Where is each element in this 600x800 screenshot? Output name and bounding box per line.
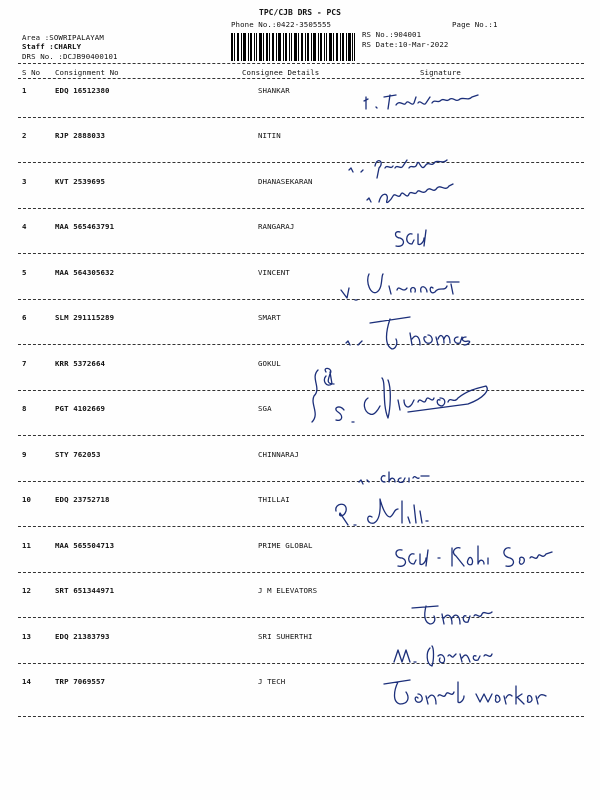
signature-6: [340, 315, 500, 355]
row-sno: 8: [22, 404, 27, 413]
row-consignment: KRR 5372664: [55, 359, 106, 368]
row-sno: 4: [22, 222, 27, 231]
row-divider: [18, 481, 584, 482]
row-consignment: EDQ 23752718: [55, 495, 110, 504]
row-sno: 10: [22, 495, 32, 504]
signature-10: [330, 495, 470, 535]
signature-1: [360, 85, 500, 120]
signature-12: [408, 600, 498, 630]
row-sno: 13: [22, 632, 32, 641]
row-consignment: RJP 2888033: [55, 131, 106, 140]
row-consignment: SRT 651344971: [55, 586, 115, 595]
signature-3: [365, 178, 485, 208]
row-sno: 12: [22, 586, 32, 595]
row-sno: 7: [22, 359, 27, 368]
row-consignee: SRI SUHERTHI: [258, 632, 313, 641]
row-consignee: SGA: [258, 404, 272, 413]
row-sno: 5: [22, 268, 27, 277]
row-consignment: STY 762053: [55, 450, 101, 459]
row-sno: 6: [22, 313, 27, 322]
row-consignee: PRIME GLOBAL: [258, 541, 313, 550]
divider: [18, 63, 584, 64]
column-consignee: Consignee Details: [242, 68, 320, 77]
row-consignee: J M ELEVATORS: [258, 586, 318, 595]
row-consignment: MAA 565504713: [55, 541, 115, 550]
row-consignment: MAA 564305632: [55, 268, 115, 277]
column-consignment: Consignment No: [55, 68, 119, 77]
row-consignment: PGT 4102669: [55, 404, 106, 413]
row-sno: 14: [22, 677, 32, 686]
row-consignment: EDQ 21383793: [55, 632, 110, 641]
row-consignment: KVT 2539695: [55, 177, 106, 186]
signature-5: [335, 268, 485, 308]
signature-11: [390, 538, 560, 573]
row-divider: [18, 435, 584, 436]
row-divider: [18, 390, 584, 391]
row-consignee: NITIN: [258, 131, 281, 140]
row-sno: 11: [22, 541, 32, 550]
signature-13: [390, 638, 500, 670]
row-consignment: EDQ 16512380: [55, 86, 110, 95]
row-consignee: GOKUL: [258, 359, 281, 368]
row-divider: [18, 617, 584, 618]
document-title: TPC/CJB DRS - PCS: [259, 8, 341, 17]
row-consignee: J TECH: [258, 677, 286, 686]
page-number: Page No.:1: [452, 20, 498, 29]
signature-7-8: [308, 360, 498, 435]
signature-9: [355, 466, 445, 488]
row-consignee: SHANKAR: [258, 86, 290, 95]
drs-number: DRS No. :DCJB90400101: [22, 52, 118, 61]
row-divider: [18, 526, 584, 527]
rs-date: RS Date:10-Mar-2022: [362, 40, 449, 49]
row-sno: 9: [22, 450, 27, 459]
row-divider: [18, 162, 584, 163]
row-divider: [18, 716, 584, 717]
row-consignee: VINCENT: [258, 268, 290, 277]
row-consignee: SMART: [258, 313, 281, 322]
divider: [18, 78, 584, 79]
rs-number: RS No.:904001: [362, 30, 422, 39]
area-label: Area :SOWRIPALAYAM: [22, 33, 104, 42]
row-consignment: TRP 7069557: [55, 677, 106, 686]
phone-number: Phone No.:0422-3505555: [231, 20, 332, 29]
row-consignment: SLM 291115289: [55, 313, 115, 322]
column-signature: Signature: [420, 68, 461, 77]
row-divider: [18, 253, 584, 254]
row-consignment: MAA 565463791: [55, 222, 115, 231]
row-consignee: THILLAI: [258, 495, 290, 504]
row-divider: [18, 299, 584, 300]
row-sno: 2: [22, 131, 27, 140]
column-sno: S No: [22, 68, 41, 77]
signature-4: [390, 222, 440, 252]
signature-14: [380, 676, 555, 710]
row-sno: 1: [22, 86, 27, 95]
row-consignee: RANGARAJ: [258, 222, 295, 231]
row-sno: 3: [22, 177, 27, 186]
row-consignee: CHINNARAJ: [258, 450, 299, 459]
barcode: [231, 33, 355, 61]
staff-label: Staff :CHARLY: [22, 42, 82, 51]
row-divider: [18, 208, 584, 209]
row-consignee: DHANASEKARAN: [258, 177, 313, 186]
